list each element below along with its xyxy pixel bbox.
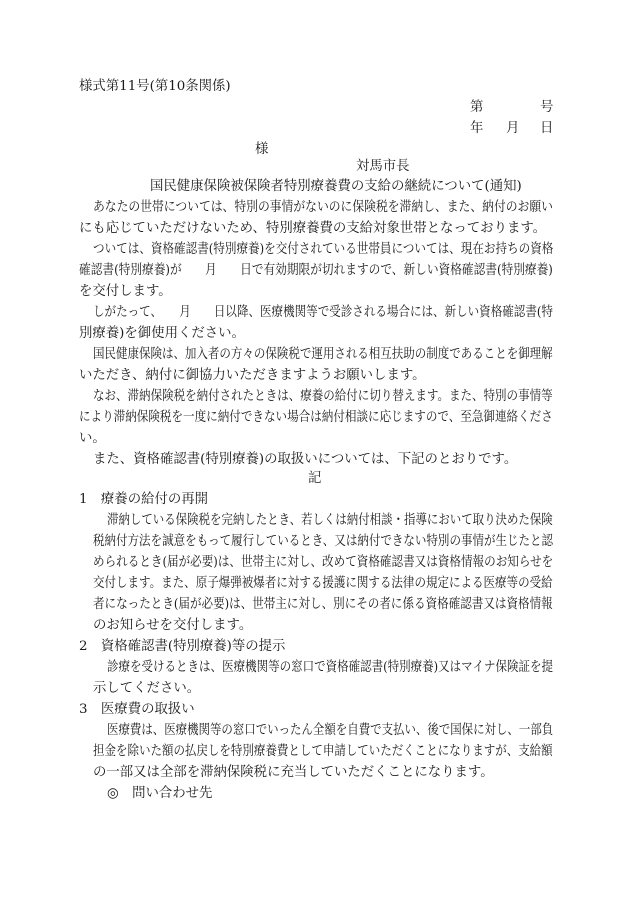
section-line: 税納付方法を誠意をもって履行しているとき、又は納付できない特別の事情が生じたと認	[93, 534, 554, 549]
form-number: 様式第11号(第10条関係)	[79, 79, 231, 94]
doc-number-suffix: 号	[540, 100, 554, 115]
body-line: を交付します。	[79, 284, 172, 299]
body-line: 別療養)を御使用ください。	[79, 326, 245, 341]
contact-heading: ◎ 問い合わせ先	[107, 786, 213, 801]
body-line: また、資格確認書(特別療養)の取扱いについては、下記のとおりです。	[93, 452, 518, 467]
section-line: 医療費は、医療機関等の窓口でいったん全額を自費で支払い、後で国保に対し、一部負	[107, 723, 554, 738]
section-line: 担金を除いた額の払戻しを特別療養費として申請していただくことになりますが、支給額	[93, 744, 553, 759]
body-line: なお、滞納保険税を納付されたときは、療養の給付に切り替えます。また、特別の事情等	[93, 389, 553, 404]
date-year: 年	[470, 121, 484, 136]
body-line: い。	[79, 431, 106, 446]
body-line: いただき、納付に御協力いただきますようお願いします。	[79, 368, 426, 383]
issuer-name: 対馬市長	[356, 159, 410, 174]
date-month: 月	[506, 121, 520, 136]
date-day: 日	[540, 121, 554, 136]
body-line: にも応じていただけないため、特別療養費の支給対象世帯となっております。	[79, 221, 547, 236]
section-heading: 3 医療費の取扱い	[79, 702, 195, 717]
section-line: 示してください。	[93, 681, 201, 696]
body-line: あなたの世帯については、特別の事情がないのに保険税を滞納し、また、納付のお願い	[93, 200, 553, 215]
section-line: の一部又は全部を滞納保険税に充当していただくことになります。	[93, 765, 494, 780]
section-line: 者になったとき(届が必要)は、世帯主に対し、別にその者に係る資格確認書又は資格情報	[93, 597, 553, 612]
section-line: 交付します。また、原子爆弾被爆者に対する援護に関する法律の規定による医療等の受給	[93, 576, 553, 591]
section-line: 診療を受けるときは、医療機関等の窓口で資格確認書(特別療養)又はマイナ保険証を提	[107, 660, 554, 675]
body-line: ついては、資格確認書(特別療養)を交付されている世帯員については、現在お持ちの資格	[93, 242, 554, 257]
section-line: のお知らせを交付します。	[93, 618, 253, 633]
body-line: 国民健康保険は、加入者の方々の保険税で運用される相互扶助の制度であることを御理解	[93, 347, 553, 362]
addressee-honorific: 様	[255, 142, 269, 157]
body-line: により滞納保険税を一度に納付できない場合は納付相談に応じますので、至急御連絡くださ	[79, 410, 553, 425]
ki-marker: 記	[308, 471, 322, 486]
doc-number-prefix: 第	[470, 100, 484, 115]
section-heading: 2 資格確認書(特別療養)等の提示	[79, 639, 286, 654]
body-line: しがたって、 月 日以降、医療機関等で受診される場合には、新しい資格確認書(特	[93, 305, 553, 320]
section-line: 滞納している保険税を完納したとき、若しくは納付相談・指導において取り決めた保険	[107, 513, 553, 528]
section-line: められるとき(届が必要)は、世帯主に対し、改めて資格確認書又は資格情報のお知らせを	[93, 555, 554, 570]
body-line: 確認書(特別療養)が 月 日で有効期限が切れますので、新しい資格確認書(特別療養)	[79, 263, 553, 278]
section-heading: 1 療養の給付の再開	[79, 492, 209, 507]
document-title: 国民健康保険被保険者特別療養費の支給の継続について(通知)	[150, 179, 522, 194]
